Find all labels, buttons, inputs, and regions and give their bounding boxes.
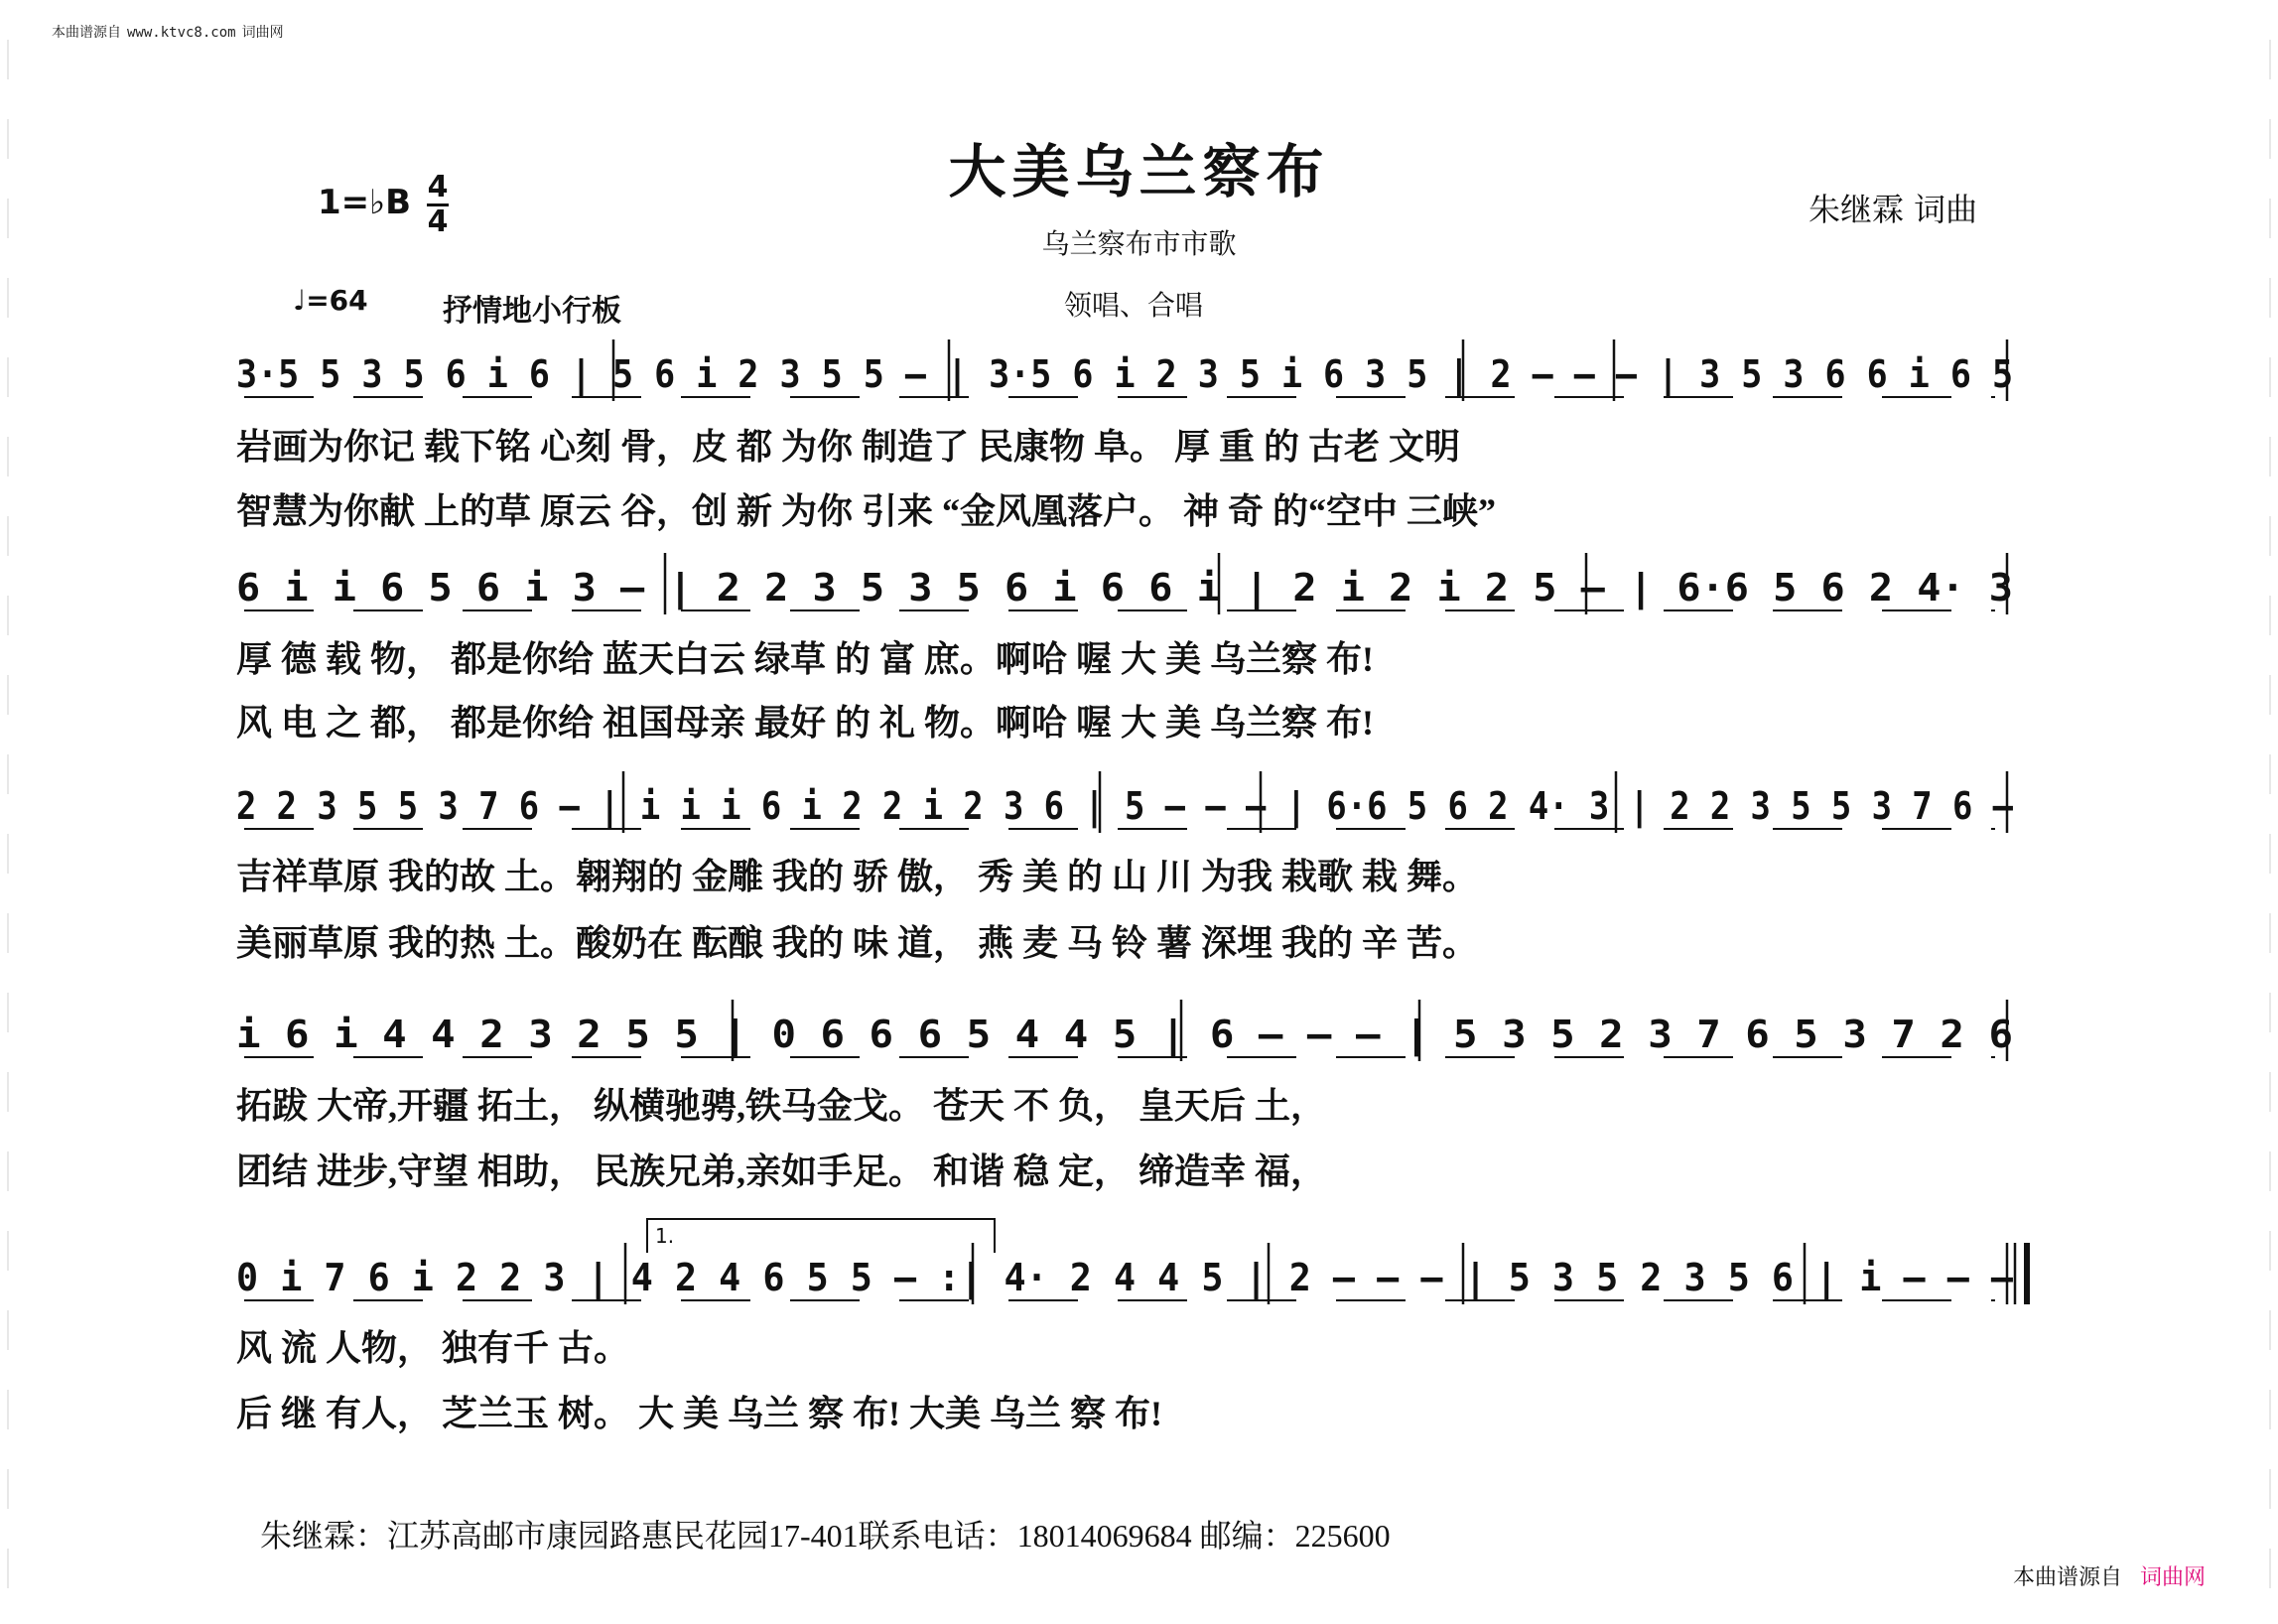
author-credit: 朱继霖 词曲 — [1809, 191, 1978, 228]
lyric-line: 团结 进步,守望 相助， 民族兄弟,亲如手足。 和谐 稳 定， 缔造幸 福， — [236, 1151, 1327, 1191]
key-signature: 1=♭B — [318, 183, 412, 222]
lyric-line: 风 电 之 都， 都是你给 祖国母亲 最好 的 礼 物。啊哈 喔 大 美 乌兰察 布! — [236, 703, 1374, 743]
contact-info: 朱继霖：江苏高邮市康园路惠民花园17-401联系电话：18014069684 邮编：225600 — [260, 1518, 1391, 1554]
notes-line: i 6 i 4 4 2 3 2 5 5 | 0 6 6 6 5 4 4 5 | 6 – – – | 5 3 5 2 3 7 6 5 3 7 2 6 — [236, 1013, 1895, 1056]
footer-prefix: 本曲谱源自 — [2013, 1565, 2123, 1590]
source-prefix: 本曲谱源自 — [52, 25, 121, 41]
source-url[interactable]: www.ktvc8.com — [127, 25, 236, 41]
footer-site[interactable]: 词曲网 — [2140, 1565, 2207, 1590]
volta-bracket — [647, 1219, 995, 1253]
voice-marking: 领唱、合唱 — [1064, 289, 1204, 322]
lyric-line: 美丽草原 我的热 土。酸奶在 酝酿 我的 味 道， 燕 麦 马 铃 薯 深埋 我的 辛 苦。 — [236, 923, 1479, 963]
song-subtitle: 乌兰察布市市歌 — [1041, 227, 1237, 260]
notes-line: 6 i i 6 5 6 i 3 – | 2 2 3 5 3 5 6 i 6 6 i | 2 i 2 i 2 5 – | 6·6 5 6 2 4· 3 — [236, 566, 1917, 609]
volta-label: 1. — [655, 1224, 675, 1248]
lyric-line: 厚 德 载 物， 都是你给 蓝天白云 绿草 的 富 庶。啊哈 喔 大 美 乌兰察 布! — [236, 639, 1374, 679]
lyric-line: 岩画为你记 载下铭 心刻 骨，皮 都 为你 制造了 民康物 阜。 厚 重 的 古老 文明 — [236, 427, 1461, 467]
notes-line: 3·5 5 3 5 6 i 6 | 5 6 i 2 3 5 5 – | 3·5 6 i 2 3 5 i 6 3 5 | 2 – – – | 3 5 3 6 6 i 6 5 — [236, 352, 2167, 396]
notes-line: 0 i 7 6 i 2 2 3 | 4 2 4 6 5 5 – :| 4· 2 4 4 5 | 2 – – – | 5 3 5 2 3 5 6 | i – – – — [236, 1256, 2077, 1299]
lyric-line: 智慧为你献 上的草 原云 谷，创 新 为你 引来 “金风凰落户。 神 奇 的“空中 三峡” — [236, 491, 1497, 531]
footer-note — [2013, 1560, 2206, 1591]
time-signature-top: 4 — [427, 170, 449, 204]
lyric-line: 拓跋 大帝,开疆 拓土， 纵横驰骋,铁马金戈。 苍天 不 负， 皇天后 土， — [236, 1086, 1327, 1126]
expression-marking: 抒情地小行板 — [443, 294, 621, 329]
lyric-line: 后 继 有人， 芝兰玉 树。 大 美 乌兰 察 布! 大美 乌兰 察 布! — [236, 1394, 1162, 1433]
source-site[interactable]: 词曲网 — [241, 25, 284, 41]
lyric-line: 风 流 人物， 独有千 古。 — [236, 1328, 630, 1368]
lyric-line: 吉祥草原 我的故 土。翱翔的 金雕 我的 骄 傲， 秀 美 的 山 川 为我 栽歌 栽 舞。 — [236, 857, 1479, 896]
time-signature-bottom: 4 — [427, 204, 449, 239]
notes-line: 2 2 3 5 5 3 7 6 – | i i i 6 i 2 2 i 2 3 6 | 5 – – – | 6·6 5 6 2 4· 3 | 2 2 3 5 5 3 7 6 – — [236, 784, 2235, 828]
song-title: 大美乌兰察布 — [948, 138, 1330, 205]
tempo-marking: ♩=64 — [293, 284, 368, 317]
